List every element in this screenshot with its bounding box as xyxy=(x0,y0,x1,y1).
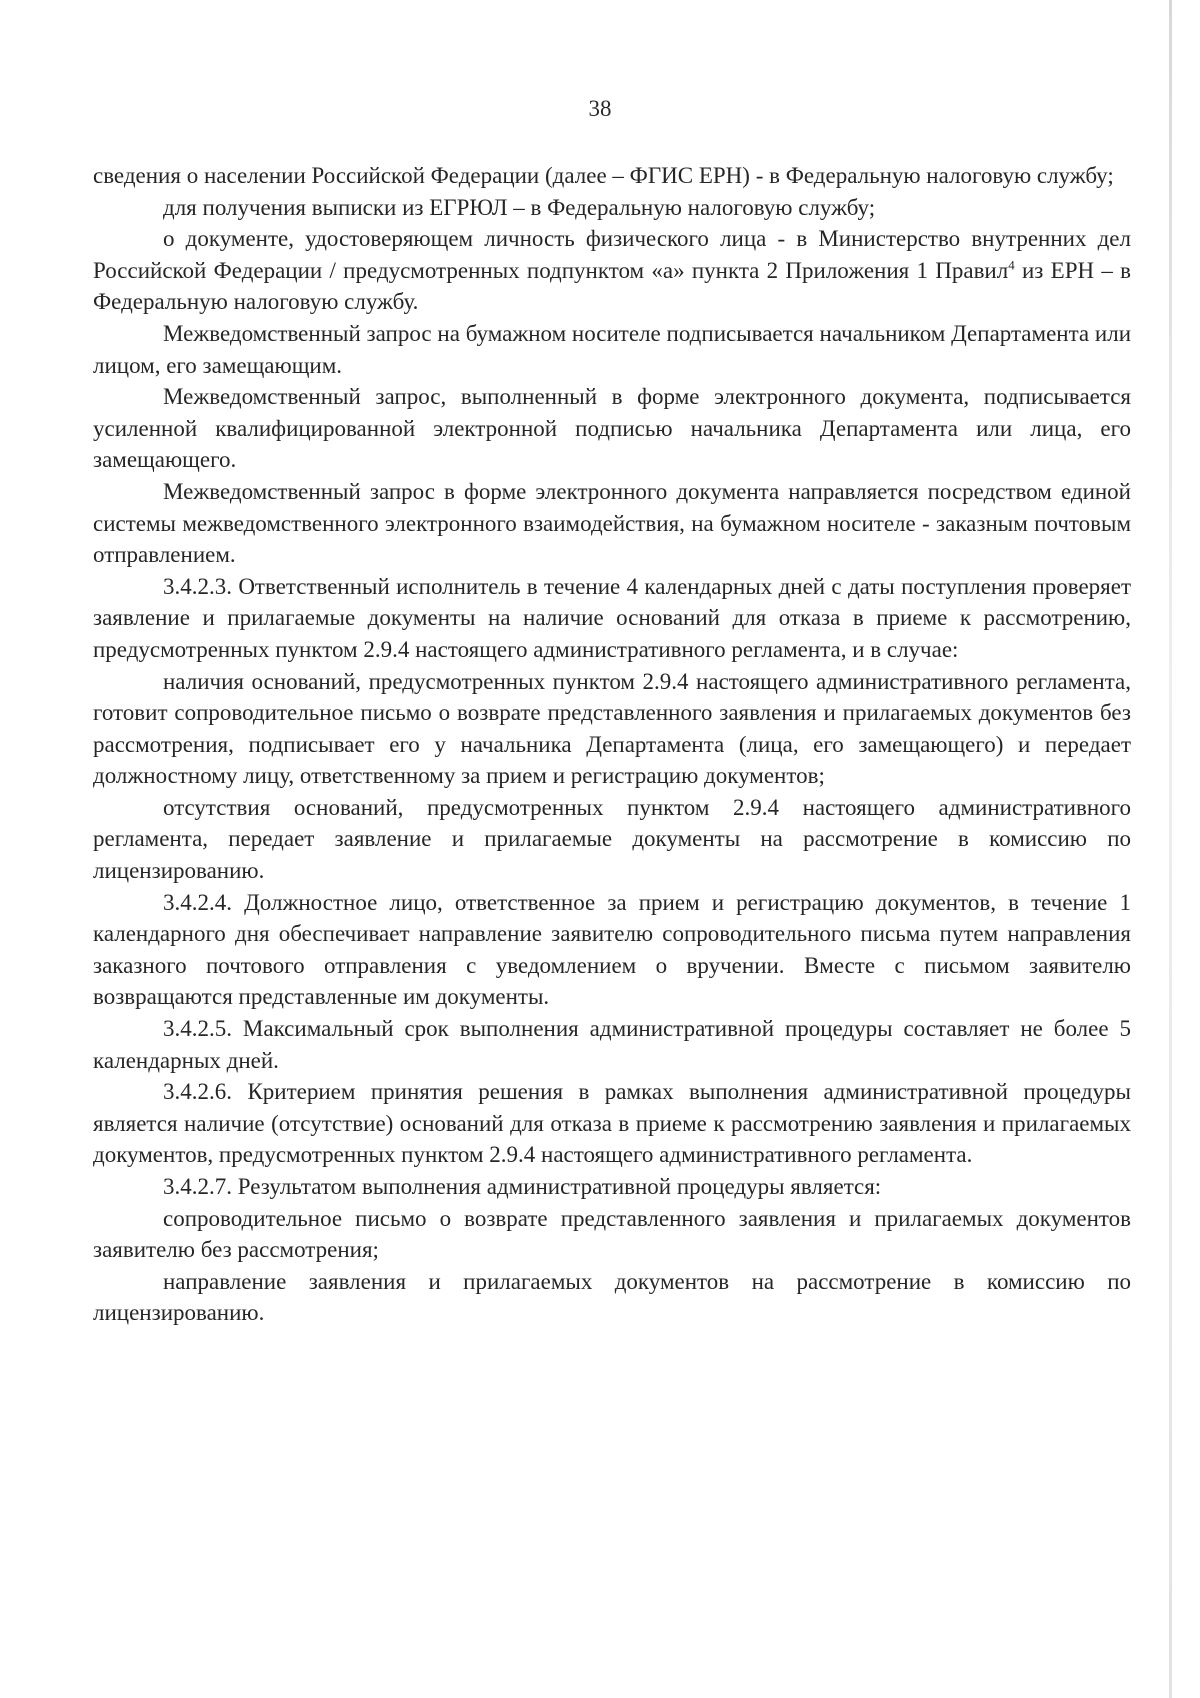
paragraph-13: 3.4.2.7. Результатом выполнения административной процедуры является: xyxy=(163,1174,882,1199)
paragraph-10: 3.4.2.4. Должностное лицо, ответственное за прием и регистрацию документов, в течение 1 календарного дня обеспечивает направление заявителю сопроводительного письма путем направления заказного почтового отправления с уведомлением о вручении. Вместе с письмом заявителю возвращаются представленные им документы. xyxy=(93,889,1131,1010)
paragraph-3 xyxy=(93,223,1131,318)
page-number: 38 xyxy=(588,96,612,121)
paragraph-11: 3.4.2.5. Максимальный срок выполнения административной процедуры составляет не более 5 календарных дней. xyxy=(93,1016,1131,1073)
paragraph-15: направление заявления и прилагаемых документов на рассмотрение в комиссию по лицензированию. xyxy=(93,1268,1131,1326)
document-body xyxy=(93,160,1131,1329)
scan-edge-line xyxy=(1169,0,1172,1698)
footnote-ref: 4 xyxy=(1008,257,1015,273)
paragraph-3-text-before: о документе, удостоверяющем личность физического лица - в Министерство внутренних дел Российской Федерации / предусмотренных подпунктом «а» пункта 2 Приложения 1 Правил xyxy=(93,226,1131,283)
paragraph-3-text-after: из ЕРН – в Федеральную налоговую службу. xyxy=(93,257,1131,315)
paragraph-12: 3.4.2.6. Критерием принятия решения в рамках выполнения административной процедуры является наличие (отсутствие) оснований для отказа в приеме к рассмотрению заявления и прилагаемых документов, предусмотренных пунктом 2.9.4 настоящего административного регламента. xyxy=(93,1079,1131,1168)
paragraph-14: сопроводительное письмо о возврате представленного заявления и прилагаемых документов заявителю без рассмотрения; xyxy=(93,1205,1131,1263)
paragraph-4: Межведомственный запрос на бумажном носителе подписывается начальником Департамента или лицом, его замещающим. xyxy=(93,320,1131,378)
paragraph-7: 3.4.2.3. Ответственный исполнитель в течение 4 календарных дней с даты поступления проверяет заявление и прилагаемые документы на наличие оснований для отказа в приеме к рассмотрению, предусмотренных пунктом 2.9.4 настоящего административного регламента, и в случае: xyxy=(93,573,1131,662)
paragraph-5: Межведомственный запрос, выполненный в форме электронного документа, подписывается усиленной квалифицированной электронной подписью начальника Департамента или лица, его замещающего. xyxy=(93,384,1131,473)
paragraph-9: отсутствия оснований, предусмотренных пунктом 2.9.4 настоящего административного регламента, передает заявление и прилагаемые документы на рассмотрение в комиссию по лицензированию. xyxy=(93,794,1131,884)
paragraph-1: сведения о населении Российской Федерации (далее – ФГИС ЕРН) - в Федеральную налоговую службу; xyxy=(93,163,1114,188)
paragraph-8: наличия оснований, предусмотренных пунктом 2.9.4 настоящего административного регламента, готовит сопроводительное письмо о возврате представленного заявления и прилагаемых документов без рассмотрения, подписывает его у начальника Департамента (лица, его замещающего) и передает должностному лицу, ответственному за прием и регистрацию документов; xyxy=(93,668,1131,789)
paragraph-6: Межведомственный запрос в форме электронного документа направляется посредством единой системы межведомственного электронного взаимодействия, на бумажном носителе - заказным почтовым отправлением. xyxy=(93,478,1131,568)
paragraph-2: для получения выписки из ЕГРЮЛ – в Федеральную налоговую службу; xyxy=(163,194,876,220)
